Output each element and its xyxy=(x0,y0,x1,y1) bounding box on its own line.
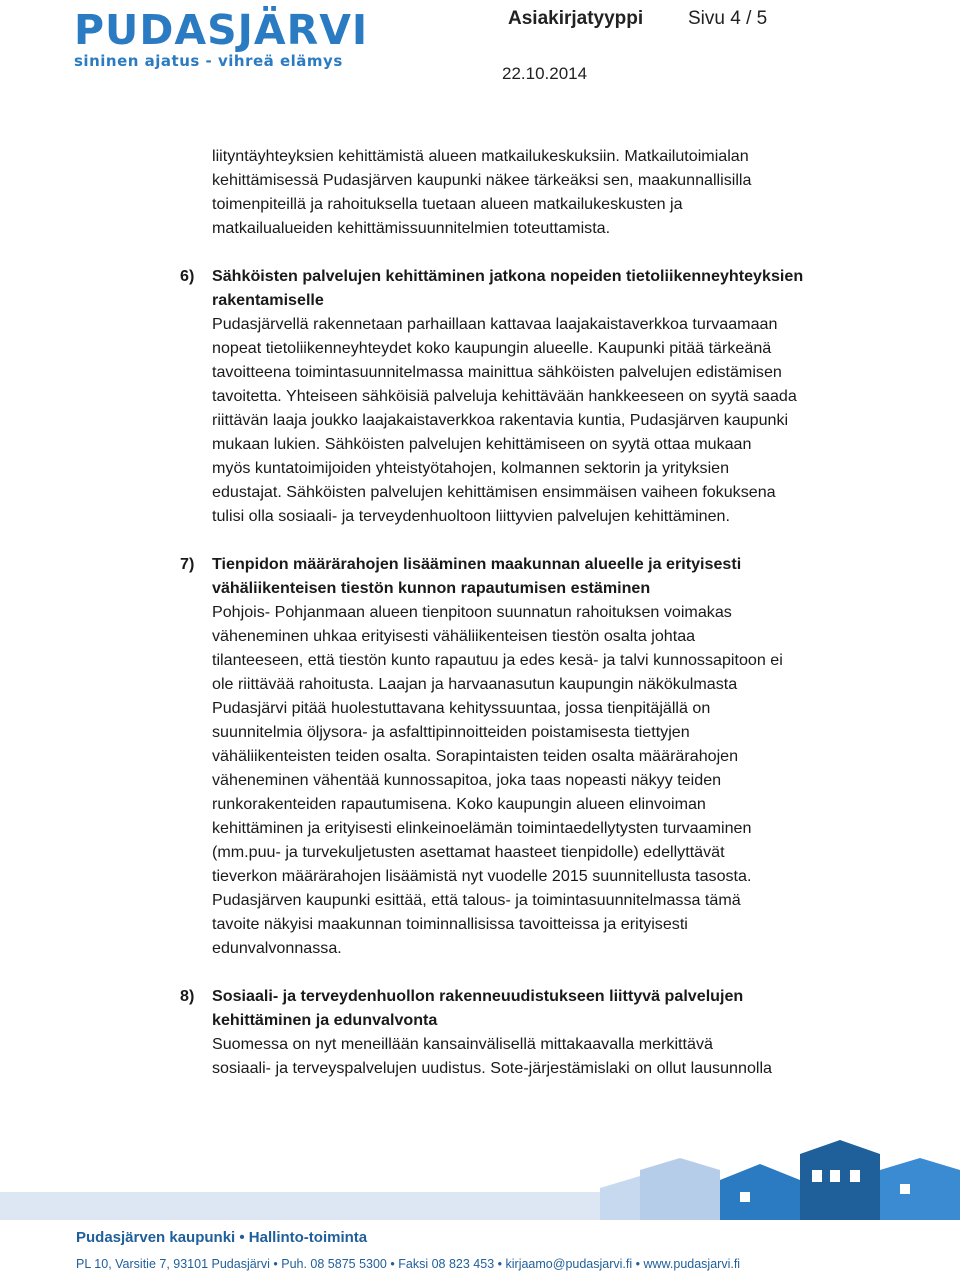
text-line: edunvalvonnassa. xyxy=(212,939,342,957)
text-line: mukaan lukien. Sähköisten palvelujen kehittämiseen on syytä ottaa mukaan xyxy=(212,435,752,453)
section-7 xyxy=(180,552,880,960)
section-heading: Tienpidon määrärahojen lisääminen maakunnan alueelle ja erityisesti xyxy=(212,555,742,573)
text-line: tieverkon määrärahojen lisäämistä nyt vuodelle 2015 suunnitellusta tasosta. xyxy=(212,867,752,885)
text-line: myös kuntatoimijoiden yhteistyötahojen, kolmannen sektorin ja yrityksien xyxy=(212,459,730,477)
text-line: Suomessa on nyt meneillään kansainvälisellä mittakaavalla merkittävä xyxy=(212,1035,713,1053)
text-line: väheneminen vähentää kunnossapitoa, joka taas nopeasti näkyy teiden xyxy=(212,771,722,789)
text-line: Pohjois- Pohjanmaan alueen tienpitoon suunnatun rahoituksen voimakas xyxy=(212,603,732,621)
section-heading: rakentamiselle xyxy=(212,291,324,309)
text-line: runkorakenteiden rapautumisena. Koko kaupungin alueen elinvoiman xyxy=(212,795,706,813)
document-date: 22.10.2014 xyxy=(502,64,588,83)
intro-paragraph xyxy=(212,144,880,240)
text-line: väheneminen uhkaa erityisesti vähäliikenteisen tiestön osalta johtaa xyxy=(212,627,696,645)
text-line: suunnitelmia öljysora- ja asfalttipinnoitteiden poistamisesta tiettyjen xyxy=(212,723,690,741)
bullet-icon: • xyxy=(635,1257,641,1271)
section-number: 6) xyxy=(180,267,195,285)
section-heading: kehittäminen ja edunvalvonta xyxy=(212,1011,438,1029)
footer-organization: Pudasjärven kaupunki • Hallinto-toiminta xyxy=(76,1229,368,1246)
text-line: matkailualueiden kehittämissuunnitelmien toteuttamista. xyxy=(212,219,611,237)
section-6 xyxy=(180,264,880,528)
text-line: Pudasjärven kaupunki esittää, että talous- ja toimintasuunnitelmassa tämä xyxy=(212,891,741,909)
text-line: Pudasjärvi pitää huolestuttavana kehityssuuntaa, jossa tienpitäjällä on xyxy=(212,699,711,717)
page-number: Sivu 4 / 5 xyxy=(688,8,768,29)
footer-address: PL 10, Varsitie 7, 93101 Pudasjärvi xyxy=(76,1257,270,1271)
pudasjarvi-logo xyxy=(74,6,369,70)
footer-website[interactable]: www.pudasjarvi.fi xyxy=(643,1257,741,1271)
text-line: tavoite näkyisi maakunnan toiminnallisissa tavoitteissa ja erityisesti xyxy=(212,915,688,933)
bullet-icon: • xyxy=(497,1257,503,1271)
footer-fax: Faksi 08 823 453 xyxy=(398,1257,495,1271)
text-line: edustajat. Sähköisten palvelujen kehittämisen ensimmäisen vaiheen fokuksena xyxy=(212,483,776,501)
section-8 xyxy=(180,984,880,1080)
text-line: tavoitetta. Yhteiseen sähköisiä palveluja kehittävään hankkeeseen on syytä saada xyxy=(212,387,797,405)
section-heading: vähäliikenteisen tiestön kunnon rapautumisen estäminen xyxy=(212,579,651,597)
footer-contact xyxy=(76,1257,740,1271)
section-heading: Sähköisten palvelujen kehittäminen jatkona nopeiden tietoliikenneyhteyksien xyxy=(212,267,804,285)
section-number: 7) xyxy=(180,555,195,573)
footer-email[interactable]: kirjaamo@pudasjarvi.fi xyxy=(505,1257,633,1271)
town-skyline-graphic xyxy=(0,1140,960,1220)
text-line: riittävän laaja joukko laajakaistaverkkoa rakentavia kuntia, Pudasjärven kaupunki xyxy=(212,411,789,429)
text-line: toimenpiteillä ja rahoituksella tuetaan alueen matkailukeskusten ja xyxy=(212,195,683,213)
text-line: tilanteeseen, että tiestön kunto rapautuu ja edes kesä- ja talvi kunnossapitoon ei xyxy=(212,651,783,669)
logo-tagline: sininen ajatus - vihreä elämys xyxy=(74,52,343,70)
text-line: (mm.puu- ja turvekuljetusten asettamat haasteet tienpidolle) edellyttävät xyxy=(212,843,725,861)
bullet-icon: • xyxy=(273,1257,278,1271)
text-line: kehittäminen ja erityisesti elinkeinoelämän toimintaedellytysten turvaaminen xyxy=(212,819,752,837)
section-heading: Sosiaali- ja terveydenhuollon rakenneuudistukseen liittyvä palvelujen xyxy=(212,987,744,1005)
text-line: liityntäyhteyksien kehittämistä alueen matkailukeskuksiin. Matkailutoimialan xyxy=(212,147,749,165)
text-line: vähäliikenteisten teiden osalta. Sorapintaisten teiden osalta määrärahojen xyxy=(212,747,739,765)
text-line: tavoitteena toimintasuunnitelmassa mainittua sähköisten palvelujen edistämisen xyxy=(212,363,782,381)
section-number: 8) xyxy=(180,987,195,1005)
document-type: Asiakirjatyyppi xyxy=(508,8,644,29)
text-line: ole riittävää rahoitusta. Laajan ja harvaanasutun kaupungin näkökulmasta xyxy=(212,675,738,693)
bullet-icon: • xyxy=(390,1257,395,1271)
document-body xyxy=(180,144,880,1080)
text-line: tulisi olla sosiaali- ja terveydenhuoltoon liittyvien palvelujen kehittäminen. xyxy=(212,507,730,525)
logo-wordmark: PUDASJÄRVI xyxy=(74,6,369,54)
text-line: kehittämisessä Pudasjärven kaupunki näkee tärkeäksi sen, maakunnallisilla xyxy=(212,171,752,189)
footer-phone: Puh. 08 5875 5300 xyxy=(281,1257,387,1271)
text-line: Pudasjärvellä rakennetaan parhaillaan kattavaa laajakaistaverkkoa turvaamaan xyxy=(212,315,778,333)
text-line: nopeat tietoliikenneyhteydet koko kaupungin alueelle. Kaupunki pitää tärkeänä xyxy=(212,339,772,357)
text-line: sosiaali- ja terveyspalvelujen uudistus. Sote-järjestämislaki on ollut lausunnolla xyxy=(212,1059,772,1077)
